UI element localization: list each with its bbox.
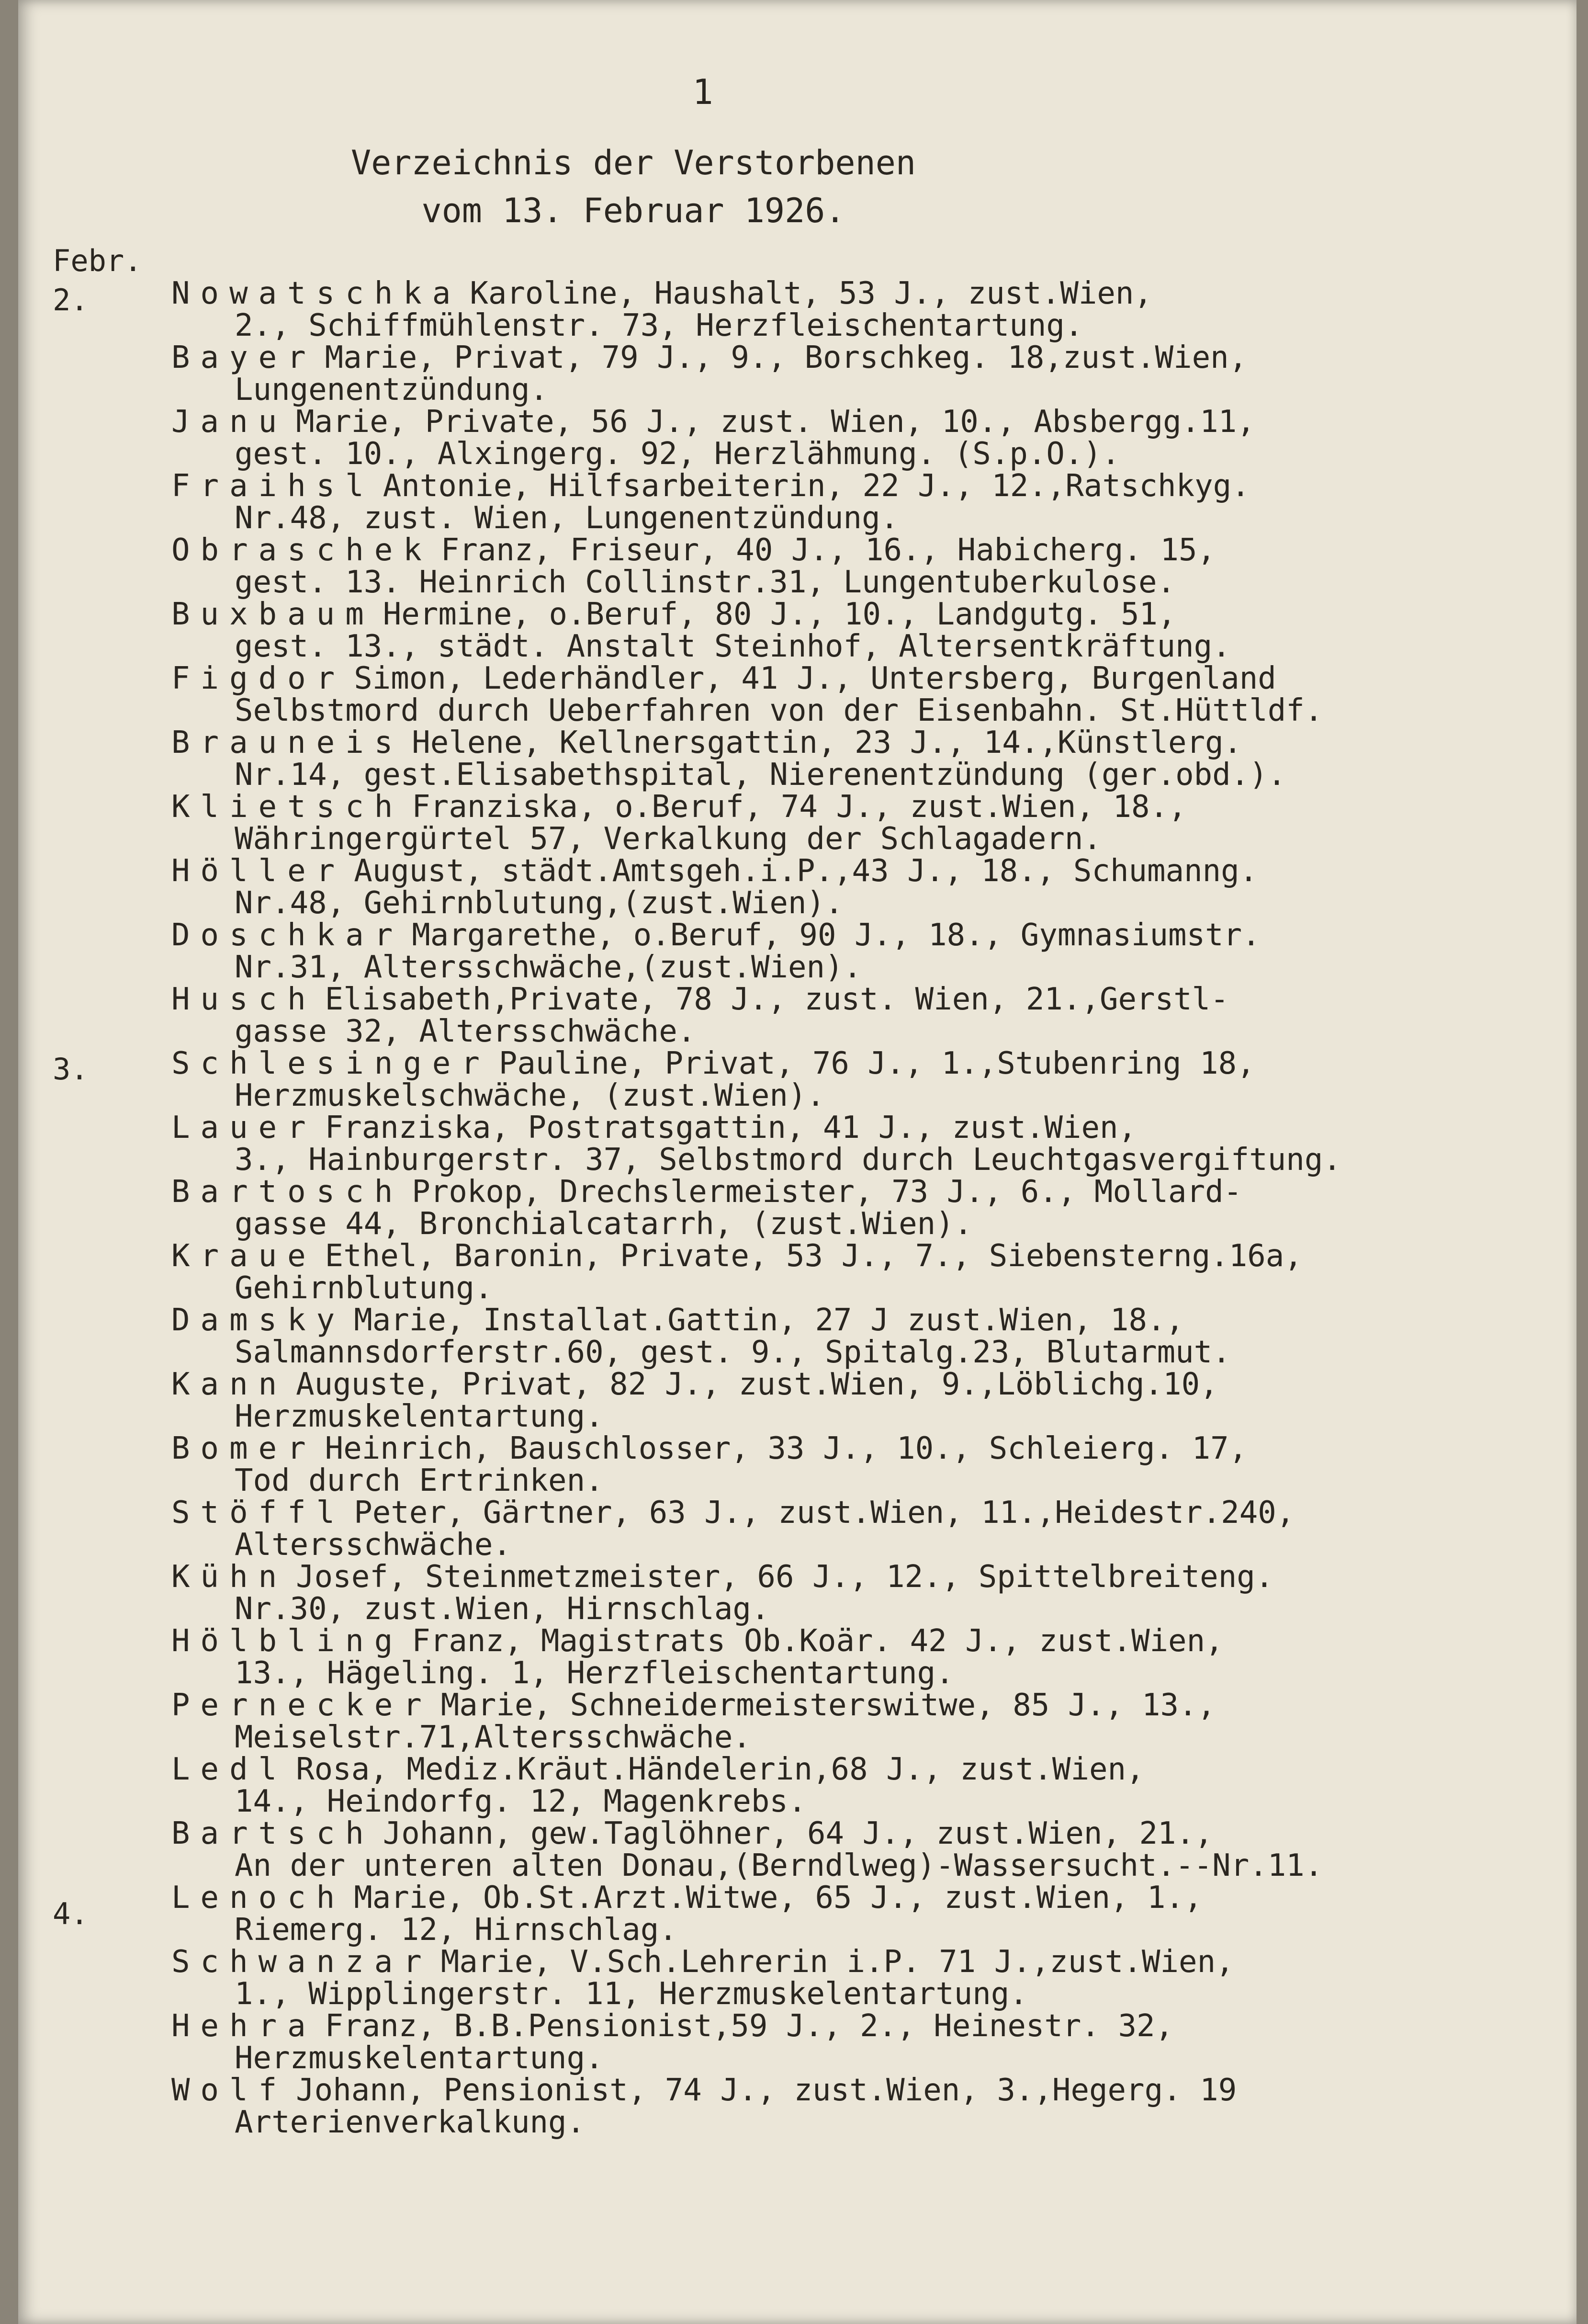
entry-surname: Figdor — [171, 661, 346, 696]
margin-day-label: 4. — [53, 1896, 89, 1931]
entry-details-continued: gest. 13., städt. Anstalt Steinhof, Altersentkräftung. — [235, 629, 1231, 664]
deceased-entry — [171, 1176, 1474, 1240]
entry-details-continued: Herzmuskelentartung. — [235, 2041, 604, 2076]
entry-surname: Wolf — [171, 2073, 288, 2108]
title-line-1: Verzeichnis der Verstorbenen — [350, 143, 916, 182]
entry-details: Heinrich, Bauschlosser, 33 J., 10., Schleierg. 17, — [325, 1431, 1248, 1466]
deceased-entry — [171, 278, 1474, 342]
entry-details-continued: Selbstmord durch Ueberfahren von der Eisenbahn. St.Hüttldf. — [235, 693, 1323, 728]
entry-details: Johann, gew.Taglöhner, 64 J., zust.Wien, 21., — [383, 1816, 1213, 1851]
deceased-entry — [171, 984, 1474, 1048]
title-line-2: vom 13. Februar 1926. — [421, 191, 845, 230]
margin-day-label: 2. — [53, 283, 89, 317]
entry-details-continued: 3., Hainburgerstr. 37, Selbstmord durch Leuchtgasvergiftung. — [235, 1142, 1341, 1178]
entry-details: Pauline, Privat, 76 J., 1.,Stubenring 18, — [498, 1046, 1255, 1081]
entry-details-continued: 13., Hägeling. 1, Herzfleischentartung. — [235, 1655, 954, 1691]
entry-surname: Obraschek — [171, 533, 432, 568]
entry-details: Prokop, Drechslermeister, 73 J., 6., Mollard- — [412, 1174, 1242, 1210]
entry-details-continued: 1., Wipplingerstr. 11, Herzmuskelentartung. — [235, 1976, 1028, 2012]
entry-details-continued: Tod durch Ertrinken. — [235, 1463, 604, 1498]
entry-details: Josef, Steinmetzmeister, 66 J., 12., Spittelbreiteng. — [296, 1559, 1274, 1595]
entry-details: Simon, Lederhändler, 41 J., Untersberg, Burgenland — [354, 661, 1276, 696]
entry-surname: Stöffl — [171, 1495, 346, 1530]
entry-surname: Kühn — [171, 1559, 288, 1595]
deceased-entry — [171, 1561, 1474, 1625]
deceased-entry — [171, 2010, 1474, 2075]
entry-details: Franz, Magistrats Ob.Koär. 42 J., zust.Wien, — [412, 1623, 1224, 1659]
entry-details-continued: 14., Heindorfg. 12, Magenkrebs. — [235, 1784, 807, 1819]
entry-details: August, städt.Amtsgeh.i.P.,43 J., 18., Schumanng. — [354, 853, 1258, 889]
deceased-entry — [171, 919, 1474, 984]
entry-details-continued: Nr.31, Altersschwäche,(zust.Wien). — [235, 950, 862, 985]
entry-surname: Buxbaum — [171, 597, 374, 632]
entry-details-continued: An der unteren alten Donau,(Berndlweg)-Wassersucht.--Nr.11. — [235, 1848, 1323, 1883]
deceased-entry — [171, 1433, 1474, 1497]
deceased-entry — [171, 1882, 1474, 1946]
entry-surname: Hehra — [171, 2008, 316, 2044]
entry-surname: Doschkar — [171, 918, 404, 953]
entry-details: Marie, Installat.Gattin, 27 J zust.Wien, 18., — [354, 1303, 1184, 1338]
entry-details-continued: Herzmuskelschwäche, (zust.Wien). — [235, 1078, 825, 1113]
entry-surname: Lauer — [171, 1110, 316, 1145]
entry-details: Marie, Private, 56 J., zust. Wien, 10., Absbergg.11, — [296, 404, 1255, 440]
entry-surname: Janu — [171, 404, 288, 440]
entry-surname: Husch — [171, 982, 316, 1017]
deceased-entry — [171, 1240, 1474, 1304]
entry-surname: Ledl — [171, 1752, 288, 1787]
entry-surname: Bartosch — [171, 1174, 404, 1210]
entry-details-continued: Nr.48, zust. Wien, Lungenentzündung. — [235, 500, 899, 536]
entry-details-continued: Gehirnblutung. — [235, 1270, 493, 1306]
deceased-entry — [171, 342, 1474, 406]
deceased-entry — [171, 727, 1474, 791]
entry-surname: Lenoch — [171, 1880, 346, 1916]
entry-details-continued: Meiselstr.71,Altersschwäche. — [235, 1720, 751, 1755]
entry-details-continued: gasse 32, Altersschwäche. — [235, 1014, 696, 1049]
entry-details-continued: gest. 10., Alxingerg. 92, Herzlähmung. (S.p.O.). — [235, 436, 1120, 472]
entry-details: Antonie, Hilfsarbeiterin, 22 J., 12.,Ratschkyg. — [383, 468, 1250, 504]
entry-details-continued: Altersschwäche. — [235, 1527, 511, 1563]
deceased-entry — [171, 1625, 1474, 1689]
entry-details: Margarethe, o.Beruf, 90 J., 18., Gymnasiumstr. — [412, 918, 1261, 953]
entry-details-continued: 2., Schiffmühlenstr. 73, Herzfleischentartung. — [235, 308, 1083, 343]
deceased-entry — [171, 1304, 1474, 1369]
deceased-entry — [171, 1818, 1474, 1882]
entry-surname: Bayer — [171, 340, 316, 375]
entry-details: Franziska, Postratsgattin, 41 J., zust.Wien, — [325, 1110, 1137, 1145]
entry-details: Franziska, o.Beruf, 74 J., zust.Wien, 18., — [412, 789, 1187, 825]
entry-details: Auguste, Privat, 82 J., zust.Wien, 9.,Löblichg.10, — [296, 1367, 1218, 1402]
entry-details: Johann, Pensionist, 74 J., zust.Wien, 3.,Hegerg. 19 — [296, 2073, 1237, 2108]
entry-details: Ethel, Baronin, Private, 53 J., 7., Siebensterng.16a, — [325, 1238, 1303, 1274]
entry-details: Marie, Schneidermeisterswitwe, 85 J., 13., — [440, 1688, 1216, 1723]
entry-surname: Schwanzar — [171, 1944, 432, 1980]
entry-surname: Höller — [171, 853, 346, 889]
entry-details-continued: Herzmuskelentartung. — [235, 1399, 604, 1434]
entry-surname: Kann — [171, 1367, 288, 1402]
deceased-entry — [171, 599, 1474, 663]
deceased-entry — [171, 855, 1474, 919]
entry-surname: Klietsch — [171, 789, 404, 825]
deceased-entry — [171, 406, 1474, 470]
entry-details-continued: Arterienverkalkung. — [235, 2105, 586, 2140]
deceased-entry — [171, 1689, 1474, 1754]
document-page — [18, 0, 1577, 2324]
entry-details-continued: Nr.30, zust.Wien, Hirnschlag. — [235, 1591, 770, 1627]
margin-day-label: 3. — [53, 1052, 89, 1087]
entry-surname: Pernecker — [171, 1688, 432, 1723]
entry-surname: Bomer — [171, 1431, 316, 1466]
deceased-entry — [171, 1112, 1474, 1176]
deceased-list — [171, 278, 1474, 2139]
entry-surname: Damsky — [171, 1303, 346, 1338]
entry-details-continued: gasse 44, Bronchialcatarrh, (zust.Wien). — [235, 1206, 973, 1242]
deceased-entry — [171, 2075, 1474, 2139]
entry-details-continued: gest. 13. Heinrich Collinstr.31, Lungentuberkulose. — [235, 565, 1176, 600]
deceased-entry — [171, 1946, 1474, 2010]
deceased-entry — [171, 1497, 1474, 1561]
document-title — [286, 139, 980, 235]
deceased-entry — [171, 1754, 1474, 1818]
entry-details: Helene, Kellnersgattin, 23 J., 14.,Künstlerg. — [412, 725, 1242, 760]
entry-surname: Bartsch — [171, 1816, 374, 1851]
entry-details-continued: Nr.48, Gehirnblutung,(zust.Wien). — [235, 885, 844, 921]
entry-surname: Nowatschka — [171, 276, 462, 311]
deceased-entry — [171, 663, 1474, 727]
deceased-entry — [171, 1369, 1474, 1433]
entry-surname: Schlesinger — [171, 1046, 490, 1081]
margin-month-label: Febr. — [53, 243, 142, 278]
entry-details-continued: Salmannsdorferstr.60, gest. 9., Spitalg.23, Blutarmut. — [235, 1335, 1231, 1370]
deceased-entry — [171, 791, 1474, 855]
deceased-entry — [171, 1048, 1474, 1112]
entry-details: Hermine, o.Beruf, 80 J., 10., Landgutg. 51, — [383, 597, 1176, 632]
entry-details: Rosa, Mediz.Kräut.Händelerin,68 J., zust.Wien, — [296, 1752, 1145, 1787]
entry-details: Karoline, Haushalt, 53 J., zust.Wien, — [470, 276, 1152, 311]
entry-details: Marie, Ob.St.Arzt.Witwe, 65 J., zust.Wien, 1., — [354, 1880, 1203, 1916]
deceased-entry — [171, 534, 1474, 599]
entry-surname: Kraue — [171, 1238, 316, 1274]
entry-details-continued: Nr.14, gest.Elisabethspital, Nierenentzündung (ger.obd.). — [235, 757, 1286, 793]
entry-details: Marie, V.Sch.Lehrerin i.P. 71 J.,zust.Wien, — [440, 1944, 1234, 1980]
page-number: 1 — [692, 72, 713, 112]
entry-surname: Fraihsl — [171, 468, 374, 504]
entry-details: Peter, Gärtner, 63 J., zust.Wien, 11.,Heidestr.240, — [354, 1495, 1295, 1530]
entry-details-continued: Währingergürtel 57, Verkalkung der Schlagadern. — [235, 821, 1102, 857]
entry-details: Elisabeth,Private, 78 J., zust. Wien, 21.,Gerstl- — [325, 982, 1229, 1017]
entry-details-continued: Riemerg. 12, Hirnschlag. — [235, 1912, 677, 1948]
entry-details: Franz, B.B.Pensionist,59 J., 2., Heinestr. 32, — [325, 2008, 1174, 2044]
entry-surname: Hölbling — [171, 1623, 404, 1659]
deceased-entry — [171, 470, 1474, 534]
entry-details: Marie, Privat, 79 J., 9., Borschkeg. 18,zust.Wien, — [325, 340, 1248, 375]
entry-details-continued: Lungenentzündung. — [235, 372, 549, 408]
entry-details: Franz, Friseur, 40 J., 16., Habicherg. 15, — [440, 533, 1216, 568]
entry-surname: Brauneis — [171, 725, 404, 760]
